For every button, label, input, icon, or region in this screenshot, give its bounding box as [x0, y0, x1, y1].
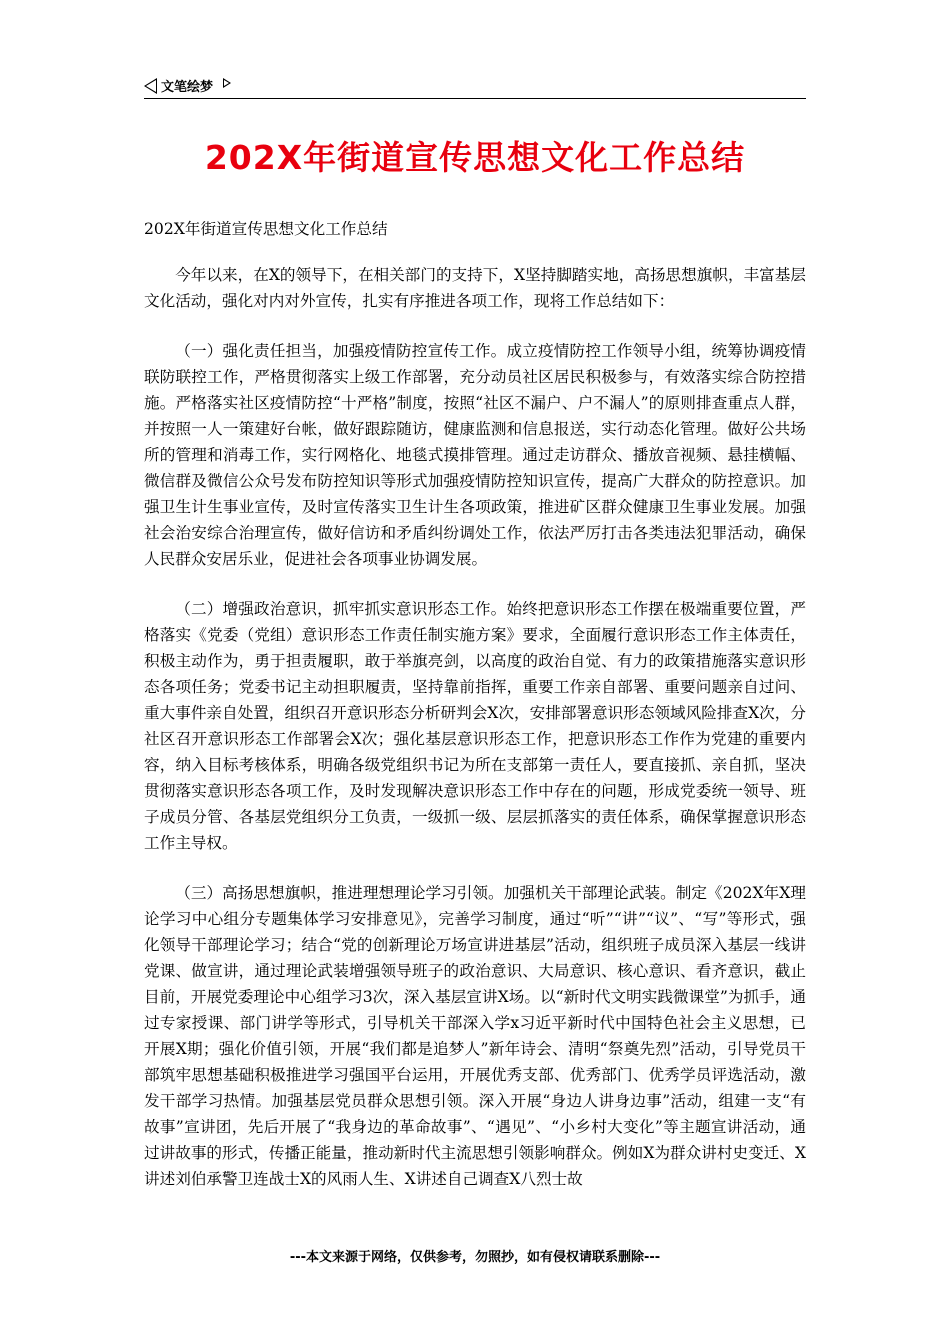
page-header: [144, 76, 806, 99]
brand: [144, 76, 231, 95]
triangle-right-icon: [223, 78, 231, 88]
footer-notice: ---本文来源于网络，仅供参考，勿照抄，如有侵权请联系删除---: [289, 1250, 661, 1265]
paragraph-section-1: （一）强化责任担当，加强疫情防控宣传工作。成立疫情防控工作领导小组，统筹协调疫情联防联控工作，严格贯彻落实上级工作部署，充分动员社区居民积极参与，有效落实综合防控措施。严格落实社区疫情防控“十严格”制度，按照“社区不漏户、户不漏人”的原则排查重点人群，并按照一人一策建好台帐，做好跟踪随访，健康监测和信息报送，实行动态化管理。做好公共场所的管理和消毒工作，实行网格化、地毯式摸排管理。通过走访群众、播放音视频、悬挂横幅、微信群及微信公众号发布防控知识等形式加强疫情防控知识宣传，提高广大群众的防控意识。加强卫生计生事业宣传，及时宣传落实卫生计生各项政策，推进矿区群众健康卫生事业发展。加强社会治安综合治理宣传，做好信访和矛盾纠纷调处工作，依法严厉打击各类违法犯罪活动，确保人民群众安居乐业，促进社会各项事业协调发展。: [144, 342, 806, 568]
triangle-left-icon: [144, 78, 157, 94]
paragraph-intro: 今年以来，在X的领导下，在相关部门的支持下，X坚持脚踏实地，高扬思想旗帜，丰富基层文化活动，强化对内对外宣传，扎实有序推进各项工作，现将工作总结如下：: [144, 266, 806, 310]
paragraph-section-3: （三）高扬思想旗帜，推进理想理论学习引领。加强机关干部理论武装。制定《202X年X理论学习中心组分专题集体学习安排意见》，完善学习制度，通过“听”“讲”“议”、“写”等形式，强化领导干部理论学习；结合“党的创新理论万场宣讲进基层”活动，组织班子成员深入基层一线讲党课、做宣讲，通过理论武装增强领导班子的政治意识、大局意识、核心意识、看齐意识，截止目前，开展党委理论中心组学习3次，深入基层宣讲X场。以“新时代文明实践微课堂”为抓手，通过专家授课、部门讲学等形式，引导机关干部深入学x习近平新时代中国特色社会主义思想，已开展X期；强化价值引领，开展“我们都是追梦人”新年诗会、清明“祭奠先烈”活动，引导党员干部筑牢思想基础积极推进学习强国平台运用，开展优秀支部、优秀部门、优秀学员评选活动，激发干部学习热情。加强基层党员群众思想引领。深入开展“身边人讲身边事”活动，组建一支“有故事”宣讲团，先后开展了“我身边的革命故事”、“遇见”、“小乡村大变化”等主题宣讲活动，通过讲故事的形式，传播正能量，推动新时代主流思想引领影响群众。例如X为群众讲村史变迁、X讲述刘伯承警卫连战士X的风雨人生、X讲述自己调查X八烈士故: [144, 884, 806, 1188]
document-body: [144, 216, 806, 1216]
brand-name: 文笔绘梦: [161, 80, 214, 95]
document-title: 202X年街道宣传思想文化工作总结: [204, 138, 746, 177]
document-subtitle: 202X年街道宣传思想文化工作总结: [144, 220, 388, 238]
paragraph-section-2: （二）增强政治意识，抓牢抓实意识形态工作。始终把意识形态工作摆在极端重要位置，严格落实《党委（党组）意识形态工作责任制实施方案》要求，全面履行意识形态工作主体责任，积极主动作为，勇于担责履职，敢于举旗亮剑，以高度的政治自觉、有力的政策措施落实意识形态各项任务；党委书记主动担职履责，坚持靠前指挥，重要工作亲自部署、重要问题亲自过问、重大事件亲自处置，组织召开意识形态分析研判会X次，安排部署意识形态领域风险排查X次，分社区召开意识形态工作部署会X次；强化基层意识形态工作，把意识形态工作作为党建的重要内容，纳入目标考核体系，明确各级党组织书记为所在支部第一责任人，要直接抓、亲自抓，坚决贯彻落实意识形态各项工作，及时发现解决意识形态工作中存在的问题，形成党委统一领导、班子成员分管、各基层党组织分工负责，一级抓一级、层层抓落实的责任体系，确保掌握意识形态工作主导权。: [144, 600, 806, 852]
